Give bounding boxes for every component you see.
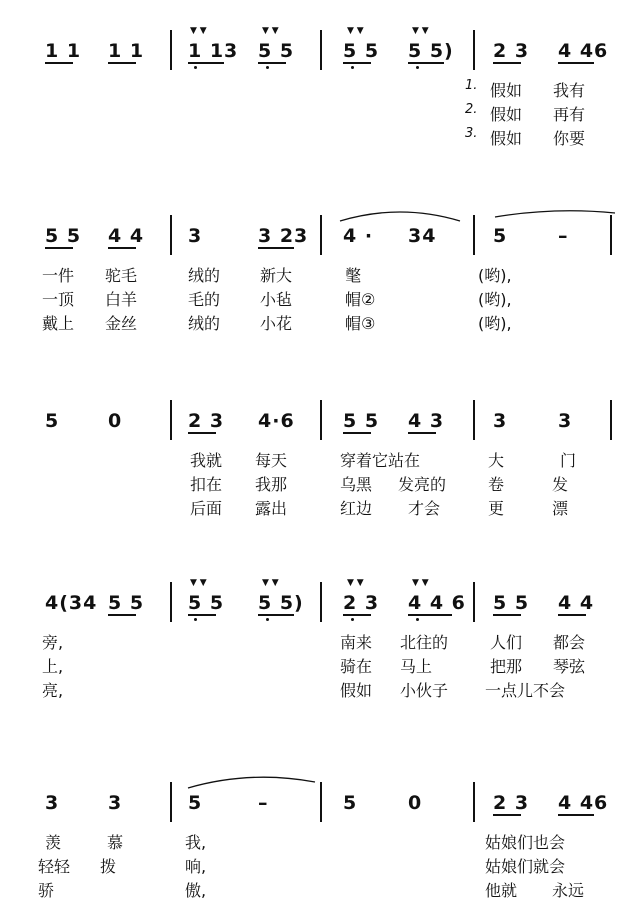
lyric-word: 他就 (485, 881, 518, 900)
note-group: 3 (493, 410, 508, 432)
lyric-word: 慕 (107, 833, 124, 852)
lyric-word: 小花 (260, 314, 293, 333)
lyric-word: 新大 (260, 266, 293, 285)
beam-line (408, 614, 452, 616)
note-group: 2 3 (188, 410, 225, 432)
lyric-word: 小毡 (260, 290, 293, 309)
lyric-word: 人们 (490, 633, 523, 652)
lyric-word: 轻轻 (38, 857, 71, 876)
note-group: – (558, 225, 569, 247)
lyric-word: 马上 (400, 657, 433, 676)
beam-line (343, 432, 371, 434)
note-group: 5 5) (408, 40, 454, 62)
note-group: 5 (343, 792, 358, 814)
low-octave-dot (416, 66, 419, 69)
barline (170, 400, 172, 440)
lyric-word: 金丝 (105, 314, 138, 333)
lyric-word: 再有 (553, 105, 586, 124)
lyric-word: 假如 (490, 105, 523, 124)
lyric-word: 每天 (255, 451, 288, 470)
low-octave-dot (194, 618, 197, 621)
beam-line (493, 814, 521, 816)
lyric-word: 永远 (552, 881, 585, 900)
barline (473, 582, 475, 622)
lyric-word: 穿着它站在 (340, 451, 421, 470)
lyric-word: 绒的 (188, 266, 221, 285)
lyric-word: 更 (488, 499, 505, 518)
verse-number: 2. (465, 102, 478, 117)
note-group: 3 (45, 792, 60, 814)
beam-line (188, 432, 216, 434)
lyric-word: 驼毛 (105, 266, 138, 285)
note-group: 3 (188, 225, 203, 247)
barline (320, 582, 322, 622)
note-group: 2 3 (493, 40, 530, 62)
beam-line (343, 614, 371, 616)
lyric-word: 响, (185, 857, 207, 876)
barline (320, 400, 322, 440)
note-group: 4 4 (108, 225, 145, 247)
lyric-word: 姑娘们也会 (485, 833, 566, 852)
note-group: 4 4 (558, 592, 595, 614)
beam-line (558, 814, 594, 816)
lyric-word: 帽③ (345, 314, 376, 333)
beam-line (45, 247, 73, 249)
note-group: 34 (408, 225, 437, 247)
beam-line (108, 247, 136, 249)
beam-line (258, 247, 294, 249)
lyric-word: 傲, (185, 881, 207, 900)
beam-line (108, 62, 136, 64)
beam-line (258, 62, 286, 64)
note-group: – (258, 792, 269, 814)
lyric-word: 发 (552, 475, 569, 494)
note-group: 5 (188, 792, 203, 814)
lyric-word: 才会 (408, 499, 441, 518)
low-octave-dot (266, 66, 269, 69)
beam-line (558, 614, 586, 616)
lyric-word: 我有 (553, 81, 586, 100)
lyric-word: 旁, (42, 633, 64, 652)
note-group: 5 5 (343, 40, 380, 62)
note-group: 4 3 (408, 410, 445, 432)
lyric-word: 一顶 (42, 290, 75, 309)
lyric-word: 假如 (340, 681, 373, 700)
lyric-word: 我那 (255, 475, 288, 494)
note-group: 4 4 6 (408, 592, 466, 614)
lyric-word: 大 (488, 451, 505, 470)
beam-line (408, 432, 436, 434)
beam-line (108, 614, 136, 616)
note-group: 5 5 (45, 225, 82, 247)
lyric-word: 卷 (488, 475, 505, 494)
lyric-word: 小伙子 (400, 681, 449, 700)
barline (473, 30, 475, 70)
low-octave-dot (351, 66, 354, 69)
beam-line (188, 614, 216, 616)
verse-number: 1. (465, 78, 478, 93)
lyric-word: 一点儿不会 (485, 681, 566, 700)
note-group: 1 1 (108, 40, 145, 62)
note-group: 4 46 (558, 40, 609, 62)
lyric-word: (哟), (478, 266, 512, 285)
lyric-word: 上, (42, 657, 64, 676)
lyric-word: 亮, (42, 681, 64, 700)
low-octave-dot (266, 618, 269, 621)
note-group: 3 23 (258, 225, 309, 247)
lyric-word: 乌黑 (340, 475, 373, 494)
accent-mark: ▼ ▼ (190, 578, 207, 588)
beam-line (493, 62, 521, 64)
lyric-word: 把那 (490, 657, 523, 676)
lyric-word: 我就 (190, 451, 223, 470)
note-group: 1 1 (45, 40, 82, 62)
lyric-word: 门 (560, 451, 577, 470)
lyric-word: 都会 (553, 633, 586, 652)
note-group: 1 13 (188, 40, 239, 62)
note-group: 5 5) (258, 592, 304, 614)
lyric-word: 白羊 (105, 290, 138, 309)
barline (473, 400, 475, 440)
verse-number: 3. (465, 126, 478, 141)
note-group: 4 · (343, 225, 374, 247)
note-group: 3 (108, 792, 123, 814)
accent-mark: ▼ ▼ (347, 26, 364, 36)
note-group: 2 3 (343, 592, 380, 614)
note-group: 4 46 (558, 792, 609, 814)
note-group: 2 3 (493, 792, 530, 814)
lyric-word: 骄 (38, 881, 55, 900)
note-group: 5 5 (343, 410, 380, 432)
beam-line (258, 614, 294, 616)
lyric-word: 漂 (552, 499, 569, 518)
barline (320, 30, 322, 70)
lyric-word: 氅 (345, 266, 362, 285)
note-group: 5 5 (493, 592, 530, 614)
barline (610, 400, 612, 440)
lyric-word: 羡 (45, 833, 62, 852)
low-octave-dot (416, 618, 419, 621)
lyric-word: 后面 (190, 499, 223, 518)
lyric-word: 北往的 (400, 633, 449, 652)
accent-mark: ▼ ▼ (412, 26, 429, 36)
lyric-word: 一件 (42, 266, 75, 285)
accent-mark: ▼ ▼ (412, 578, 429, 588)
lyric-word: 假如 (490, 129, 523, 148)
lyric-word: 帽② (345, 290, 376, 309)
note-group: 5 (45, 410, 60, 432)
accent-mark: ▼ ▼ (347, 578, 364, 588)
lyric-word: (哟), (478, 314, 512, 333)
lyric-word: 发亮的 (398, 475, 447, 494)
lyric-word: 姑娘们就会 (485, 857, 566, 876)
lyric-word: 扣在 (190, 475, 223, 494)
lyric-word: (哟), (478, 290, 512, 309)
accent-mark: ▼ ▼ (190, 26, 207, 36)
note-group: 0 (408, 792, 423, 814)
lyric-word: 南来 (340, 633, 373, 652)
tie-arc (0, 770, 640, 800)
lyric-word: 你要 (553, 129, 586, 148)
beam-line (45, 62, 73, 64)
note-group: 5 5 (258, 40, 295, 62)
accent-mark: ▼ ▼ (262, 26, 279, 36)
lyric-word: 骑在 (340, 657, 373, 676)
lyric-word: 露出 (255, 499, 288, 518)
beam-line (408, 62, 444, 64)
note-group: 5 5 (108, 592, 145, 614)
note-group: 4·6 (258, 410, 295, 432)
note-group: 3 (558, 410, 573, 432)
beam-line (188, 62, 224, 64)
lyric-word: 我, (185, 833, 207, 852)
barline (170, 30, 172, 70)
note-group: 5 (493, 225, 508, 247)
lyric-word: 绒的 (188, 314, 221, 333)
lyric-word: 毛的 (188, 290, 221, 309)
accent-mark: ▼ ▼ (262, 578, 279, 588)
lyric-word: 假如 (490, 81, 523, 100)
lyric-word: 琴弦 (553, 657, 586, 676)
beam-line (558, 62, 594, 64)
note-group: 0 (108, 410, 123, 432)
low-octave-dot (351, 618, 354, 621)
note-group: 5 5 (188, 592, 225, 614)
note-group: 4(34 (45, 592, 98, 614)
lyric-word: 戴上 (42, 314, 75, 333)
lyric-word: 红边 (340, 499, 373, 518)
lyric-word: 拨 (100, 857, 117, 876)
beam-line (343, 62, 371, 64)
tie-arc (0, 203, 640, 233)
low-octave-dot (194, 66, 197, 69)
beam-line (493, 614, 521, 616)
barline (170, 582, 172, 622)
